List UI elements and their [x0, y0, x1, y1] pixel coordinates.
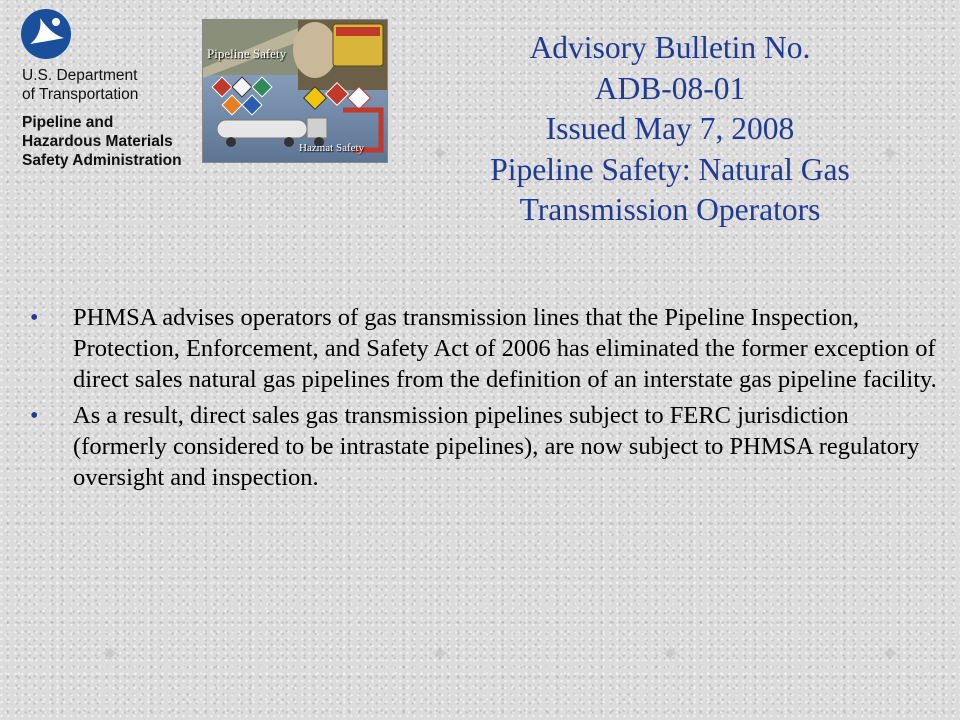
- collage-image: [203, 20, 387, 162]
- bullet-item: [30, 303, 945, 395]
- title-line: Advisory Bulletin No.: [529, 30, 811, 65]
- dot-phmsa-logo: [14, 8, 199, 183]
- title-line: Pipeline Safety: Natural Gas: [490, 151, 850, 187]
- title-line: ADB-08-01: [594, 70, 746, 106]
- phmsa-name-line: Hazardous Materials: [22, 133, 173, 150]
- watermark: ✦: [880, 642, 901, 668]
- dot-emblem-icon: [20, 8, 72, 60]
- bullet-marker-icon: •: [30, 305, 39, 331]
- dot-department-line: U.S. Department: [22, 67, 138, 84]
- pipeline-hazmat-collage: [202, 19, 388, 163]
- slide-title: [400, 28, 940, 231]
- phmsa-name-line: Pipeline and: [22, 114, 114, 131]
- dot-department-line: of Transportation: [22, 86, 139, 103]
- hazmat-safety-label: Hazmat Safety: [299, 142, 365, 154]
- watermark: ✦: [430, 642, 451, 668]
- bullet-marker-icon: •: [30, 403, 39, 430]
- pipeline-safety-label: Pipeline Safety: [207, 46, 287, 61]
- watermark: ✦: [880, 142, 901, 168]
- watermark: ✦: [100, 642, 121, 668]
- watermark: ✦: [660, 642, 681, 668]
- bullet-list: [30, 303, 945, 500]
- bullet-text: PHMSA advises operators of gas transmission lines that the Pipeline Inspection, Protection, Enforcement, and Safety Act of 2006 has eliminated the former exception of direct sales natural gas pipelines from the definition of an interstate gas pipeline facility.: [73, 304, 937, 393]
- bullet-text: As a result, direct sales gas transmission pipelines subject to FERC jurisdiction (formerly considered to be intrastate pipelines), are now subject to PHMSA regulatory oversight and inspection.: [73, 402, 920, 491]
- bullet-item: [30, 401, 945, 493]
- phmsa-name-line: Safety Administration: [22, 152, 182, 169]
- watermark: ✦: [430, 142, 451, 168]
- title-line: Transmission Operators: [519, 192, 821, 227]
- title-line: Issued May 7, 2008: [545, 111, 795, 146]
